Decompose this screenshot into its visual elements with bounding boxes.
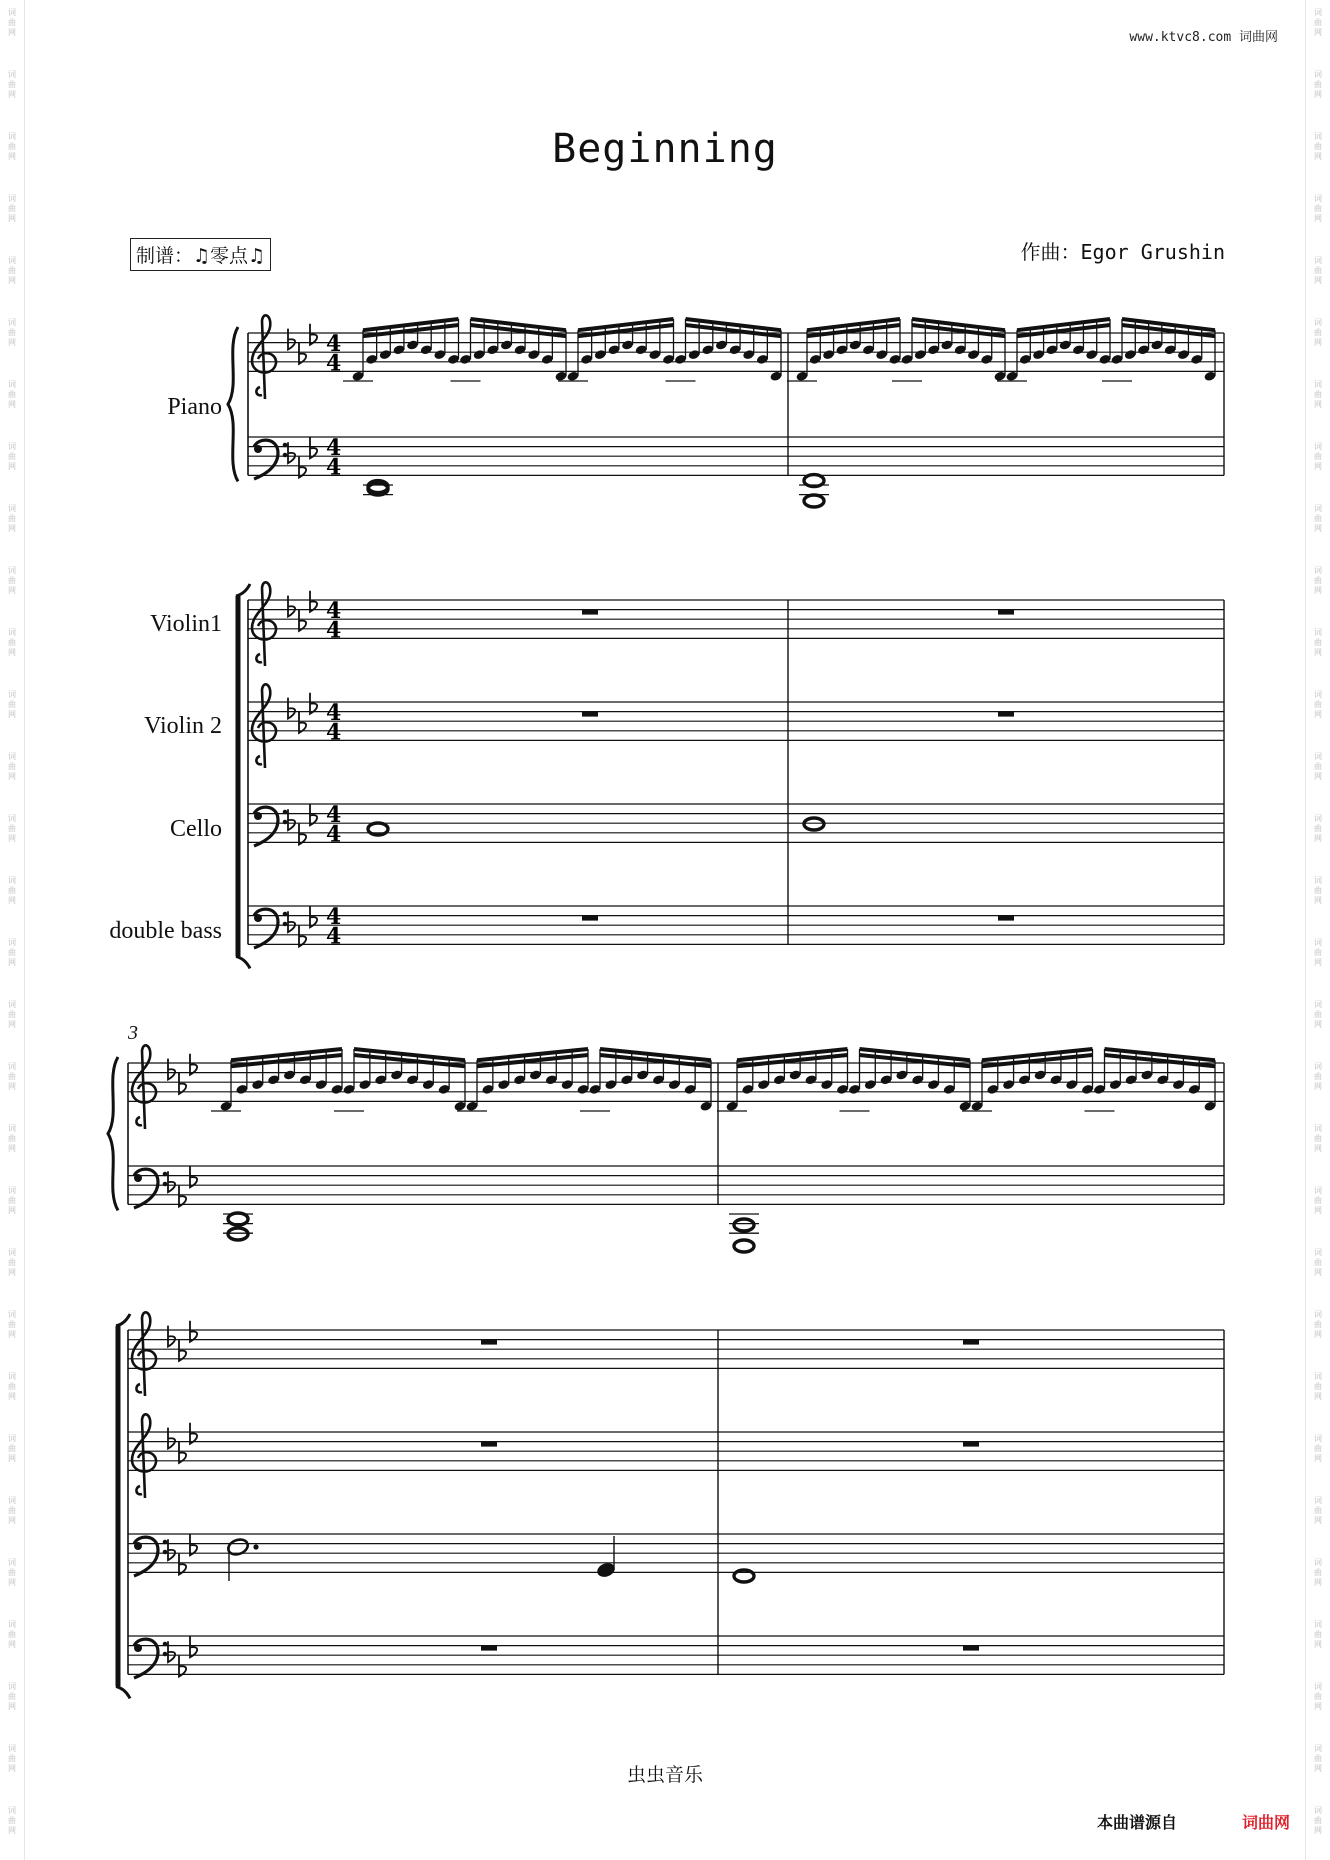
sidebar-watermark-text: 词 曲 网 [8,1248,16,1277]
sidebar-watermark-text: 词 曲 网 [1314,1372,1322,1401]
flat-icon [168,1641,175,1662]
flat-icon [190,1321,197,1342]
flat-icon [288,442,295,463]
sidebar-watermark-text: 词 曲 网 [1314,70,1322,99]
whole-rest-icon [963,1646,979,1651]
flat-icon [190,1423,197,1444]
whole-rest-icon [963,1442,979,1447]
bass-clef-dot [254,445,262,453]
sidebar-watermark-text: 词 曲 网 [1314,1434,1322,1463]
bass-clef-dot [163,1652,168,1657]
sidebar-watermark-text: 词 曲 网 [1314,628,1322,657]
sidebar-watermark-text: 词 曲 网 [8,566,16,595]
time-signature-numerator: 4 [326,904,342,931]
system-1 [228,315,1224,968]
whole-rest-icon [481,1442,497,1447]
flat-icon [310,804,317,825]
flat-icon [288,911,295,932]
time-signature-denominator: 4 [326,923,342,950]
sidebar-watermark-text: 词 曲 网 [1314,1186,1322,1215]
sidebar-watermark-text: 词 曲 网 [1314,566,1322,595]
flat-icon [179,1442,186,1463]
time-signature-denominator: 4 [326,821,342,848]
flat-icon [288,809,295,830]
sidebar-watermark-text: 词 曲 网 [8,1558,16,1587]
sidebar-watermark-text: 词 曲 网 [1314,1806,1322,1835]
sidebar-watermark-text: 词 曲 网 [8,318,16,347]
flat-icon [168,1059,175,1080]
whole-rest-icon [998,610,1014,615]
piano-brace-icon [228,327,238,481]
flat-icon [168,1539,175,1560]
bracket-cap [236,584,250,596]
sidebar-watermark-text: 词 曲 网 [1314,1620,1322,1649]
sidebar-watermark-text: 词 曲 网 [1314,1744,1322,1773]
flat-icon [299,343,306,364]
sidebar-watermark-text: 词 曲 网 [1314,1558,1322,1587]
bass-clef-dot [134,1542,142,1550]
sidebar-watermark-text: 词 曲 网 [1314,504,1322,533]
bass-clef-dot [283,443,288,448]
time-signature-numerator: 4 [326,598,342,625]
measure-number: 3 [128,1022,138,1044]
bass-clef-dot [163,1642,168,1647]
sidebar-watermark-text: 词 曲 网 [1314,814,1322,843]
time-signature-denominator: 4 [326,617,342,644]
sidebar-watermark-text: 词 曲 网 [1314,8,1322,37]
sidebar-watermark-text: 词 曲 网 [8,1682,16,1711]
sidebar-watermark-text: 词 曲 网 [8,1806,16,1835]
instrument-label-double-bass: double bass [109,918,222,944]
flat-icon [190,1534,197,1555]
score-title: Beginning [552,126,778,172]
sidebar-watermark-text: 词 曲 网 [8,132,16,161]
sidebar-watermark-text: 词 曲 网 [1314,752,1322,781]
flat-icon [288,698,295,719]
treble-clef-icon [132,1312,156,1396]
flat-icon [168,1171,175,1192]
piano-brace-icon [108,1057,118,1210]
bass-clef-dot [134,1644,142,1652]
treble-clef-icon [132,1045,156,1129]
sidebar-watermark-text: 词 曲 网 [1314,876,1322,905]
bass-clef-dot [283,810,288,815]
bracket-cap [116,1686,130,1698]
sidebar-watermark-text: 词 曲 网 [1314,1248,1322,1277]
sidebar-watermark-text: 词 曲 网 [1314,1000,1322,1029]
flat-icon [168,1326,175,1347]
bass-clef-dot [163,1172,168,1177]
whole-rest-icon [998,916,1014,921]
sidebar-watermark-text: 词 曲 网 [1314,938,1322,967]
sidebar-watermark-text: 词 曲 网 [8,938,16,967]
sidebar-watermark-text: 词 曲 网 [8,752,16,781]
flat-icon [179,1656,186,1677]
sidebar-watermark-text: 词 曲 网 [8,814,16,843]
sidebar-watermark-text: 词 曲 网 [8,380,16,409]
sidebar-watermark-text: 词 曲 网 [8,194,16,223]
source-label: 本曲谱源自 [1097,1813,1178,1832]
bass-clef-dot [134,1174,142,1182]
whole-rest-icon [582,712,598,717]
sidebar-watermark-text: 词 曲 网 [8,690,16,719]
half-note-head [226,1537,250,1557]
bass-clef-dot [254,914,262,922]
sidebar-watermark-text: 词 曲 网 [1314,442,1322,471]
treble-clef-icon [252,315,276,399]
instrument-label-cello: Cello [170,816,222,842]
treble-clef-icon [252,684,276,768]
sidebar-watermark-text: 词 曲 网 [1314,256,1322,285]
sidebar-watermark-text: 词 曲 网 [8,8,16,37]
sidebar-watermark-text: 词 曲 网 [8,1744,16,1773]
time-signature-denominator: 4 [326,454,342,481]
time-signature-numerator: 4 [326,331,342,358]
treble-clef-icon [252,582,276,666]
sidebar-watermark-text: 词 曲 网 [8,70,16,99]
whole-rest-icon [481,1646,497,1651]
sidebar-watermark-text: 词 曲 网 [8,1000,16,1029]
sidebar-watermark-text: 词 曲 网 [8,1496,16,1525]
whole-note-icon [734,1219,754,1231]
sidebar-watermark-text: 词 曲 网 [1314,132,1322,161]
flat-icon [288,596,295,617]
flat-icon [190,1166,197,1187]
bass-clef-dot [283,912,288,917]
flat-icon [299,824,306,845]
instrument-label-violin1: Violin1 [150,611,222,637]
flat-icon [310,437,317,458]
time-signature-numerator: 4 [326,435,342,462]
bass-clef-dot [283,820,288,825]
treble-clef-icon [132,1414,156,1498]
site-url[interactable]: www.ktvc8.com 词曲网 [1129,30,1278,45]
flat-icon [190,1054,197,1075]
sidebar-watermark-text: 词 曲 网 [8,504,16,533]
dot [253,1544,258,1549]
sidebar-watermark-text: 词 曲 网 [1314,1496,1322,1525]
sidebar-watermark-text: 词 曲 网 [1314,380,1322,409]
flat-icon [179,1340,186,1361]
sidebar-watermark-text: 词 曲 网 [8,1372,16,1401]
sidebar-watermark-text: 词 曲 网 [8,256,16,285]
flat-icon [179,1186,186,1207]
arranger-credit: 制谱：♫零点♫ [130,238,271,271]
sidebar-watermark-text: 词 曲 网 [8,628,16,657]
bass-clef-dot [254,812,262,820]
sidebar-watermark-text: 词 曲 网 [1314,318,1322,347]
system-2 [108,1045,1224,1698]
flat-icon [299,926,306,947]
instrument-label-violin2: Violin 2 [144,713,222,739]
whole-note-icon [734,1240,754,1252]
bracket-cap [236,956,250,968]
sidebar-watermark-text: 词 曲 网 [1314,194,1322,223]
sidebar-watermark-text: 词 曲 网 [8,1434,16,1463]
flat-icon [299,610,306,631]
sidebar-watermark-text: 词 曲 网 [8,1186,16,1215]
footer-site-name: 虫虫音乐 [626,1764,703,1786]
sidebar-watermark-text: 词 曲 网 [8,876,16,905]
whole-note-icon [804,495,824,507]
sidebar-watermark-text: 词 曲 网 [8,1062,16,1091]
flat-icon [310,693,317,714]
flat-icon [299,712,306,733]
bass-clef-dot [283,453,288,458]
sidebar-watermark-text: 词 曲 网 [8,1620,16,1649]
sidebar-watermark-text: 词 曲 网 [1314,1124,1322,1153]
flat-icon [310,906,317,927]
bass-clef-dot [283,922,288,927]
flat-icon [179,1073,186,1094]
whole-note-icon [804,818,824,830]
flat-icon [310,591,317,612]
sidebar-watermark-text: 词 曲 网 [1314,1062,1322,1091]
whole-rest-icon [963,1340,979,1345]
whole-note-icon [228,1228,248,1240]
bass-clef-dot [163,1550,168,1555]
flat-icon [190,1636,197,1657]
whole-rest-icon [998,712,1014,717]
composer-credit: 作曲：Egor Grushin [1020,240,1225,264]
whole-rest-icon [582,610,598,615]
flat-icon [288,329,295,350]
source-site-link[interactable]: 词曲网 [1242,1813,1291,1832]
bass-clef-dot [163,1182,168,1187]
flat-icon [179,1554,186,1575]
whole-rest-icon [582,916,598,921]
instrument-label-piano: Piano [167,394,222,420]
flat-icon [310,324,317,345]
flat-icon [168,1428,175,1449]
sidebar-watermark-text: 词 曲 网 [1314,1682,1322,1711]
time-signature-denominator: 4 [326,719,342,746]
sidebar-watermark-text: 词 曲 网 [1314,690,1322,719]
sidebar-watermark-text: 词 曲 网 [8,1124,16,1153]
sidebar-watermark-text: 词 曲 网 [1314,1310,1322,1339]
bracket-cap [116,1314,130,1326]
sidebar-watermark-text: 词 曲 网 [8,442,16,471]
time-signature-denominator: 4 [326,350,342,377]
bass-clef-dot [163,1540,168,1545]
time-signature-numerator: 4 [326,700,342,727]
time-signature-numerator: 4 [326,802,342,829]
flat-icon [299,457,306,478]
whole-rest-icon [481,1340,497,1345]
sidebar-watermark-text: 词 曲 网 [8,1310,16,1339]
